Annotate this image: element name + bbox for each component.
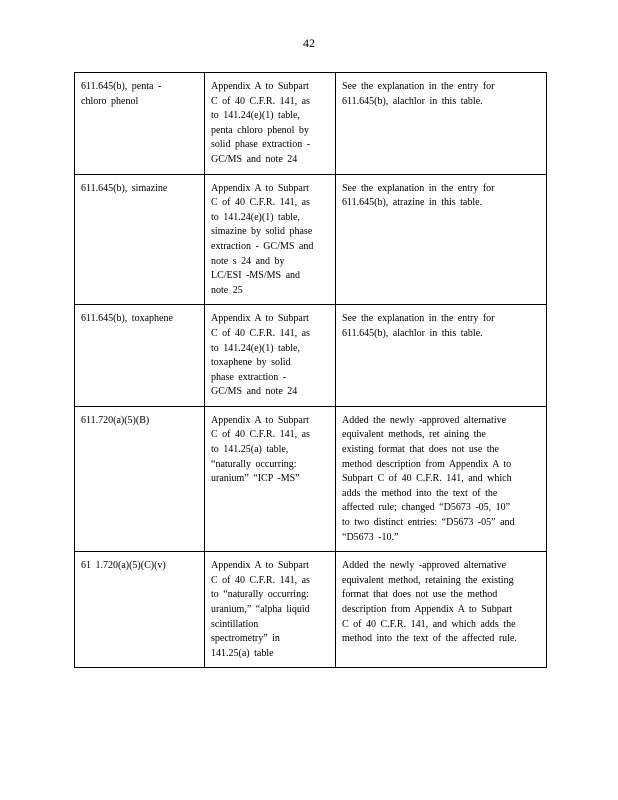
explanation-cell [336, 73, 547, 175]
method-cell [205, 305, 336, 407]
method-text: Appendix A to Subpart C of 40 C.F.R. 141, as to “naturally occurring: uranium,” “alpha liquid scintillation spectrometry” in 141.25(a) table [211, 560, 310, 659]
page-number: 42 [303, 36, 315, 50]
explanation-cell [336, 174, 547, 305]
explanation-text: See the explanation in the entry for 611.645(b), atrazine in this table. [342, 182, 495, 209]
table-row [75, 552, 547, 668]
method-text: Appendix A to Subpart C of 40 C.F.R. 141, as to 141.24(e)(1) table, toxaphene by solid phase extraction - GC/MS and note 24 [211, 313, 310, 398]
section-cell [75, 305, 205, 407]
method-cell [205, 73, 336, 175]
section-text: 611.720(a)(5)(B) [81, 414, 150, 426]
explanation-text: Added the newly -approved alternative equivalent method, retaining the existing format that does not use the method description from Appendix A to Subpart C of 40 C.F.R. 141, and which adds the method into the text of the affected rule. [342, 560, 517, 645]
table-row [75, 406, 547, 551]
table-row [75, 305, 547, 407]
explanation-cell [336, 552, 547, 668]
table-row [75, 73, 547, 175]
explanation-text: See the explanation in the entry for 611.645(b), alachlor in this table. [342, 313, 495, 339]
section-text: 611.645(b), penta - chloro phenol [81, 81, 162, 107]
explanation-cell [336, 406, 547, 551]
section-cell [75, 552, 205, 668]
section-cell [75, 174, 205, 305]
amendments-table [74, 72, 547, 668]
explanation-text: See the explanation in the entry for 611.645(b), alachlor in this table. [342, 81, 495, 107]
method-cell [205, 406, 336, 551]
method-cell [205, 552, 336, 668]
method-text: Appendix A to Subpart C of 40 C.F.R. 141, as to 141.25(a) table, “naturally occurring: uranium” “ICP -MS” [211, 414, 310, 485]
section-cell [75, 73, 205, 175]
method-cell [205, 174, 336, 305]
section-text: 61 1.720(a)(5)(C)(v) [81, 560, 166, 572]
table-row [75, 174, 547, 305]
section-text: 611.645(b), toxaphene [81, 313, 173, 325]
method-text: Appendix A to Subpart C of 40 C.F.R. 141, as to 141.24(e)(1) table, penta chloro phenol by solid phase extraction - GC/MS and note 24 [211, 81, 311, 165]
explanation-text: Added the newly -approved alternative equivalent methods, ret aining the existing format that does not use the method description from Appendix A to Subpart C of 40 C.F.R. 141, and which adds the method into the text of the affected rule; changed “D5673 -05, 10” to two distinct entries: “D5673 -05” and “D5673 -10.” [342, 414, 515, 543]
explanation-cell [336, 305, 547, 407]
section-text: 611.645(b), simazine [81, 182, 168, 194]
method-text: Appendix A to Subpart C of 40 C.F.R. 141, as to 141.24(e)(1) table, simazine by solid phase extraction - GC/MS and note s 24 and by LC/ESI -MS/MS and note 25 [211, 182, 314, 296]
section-cell [75, 406, 205, 551]
